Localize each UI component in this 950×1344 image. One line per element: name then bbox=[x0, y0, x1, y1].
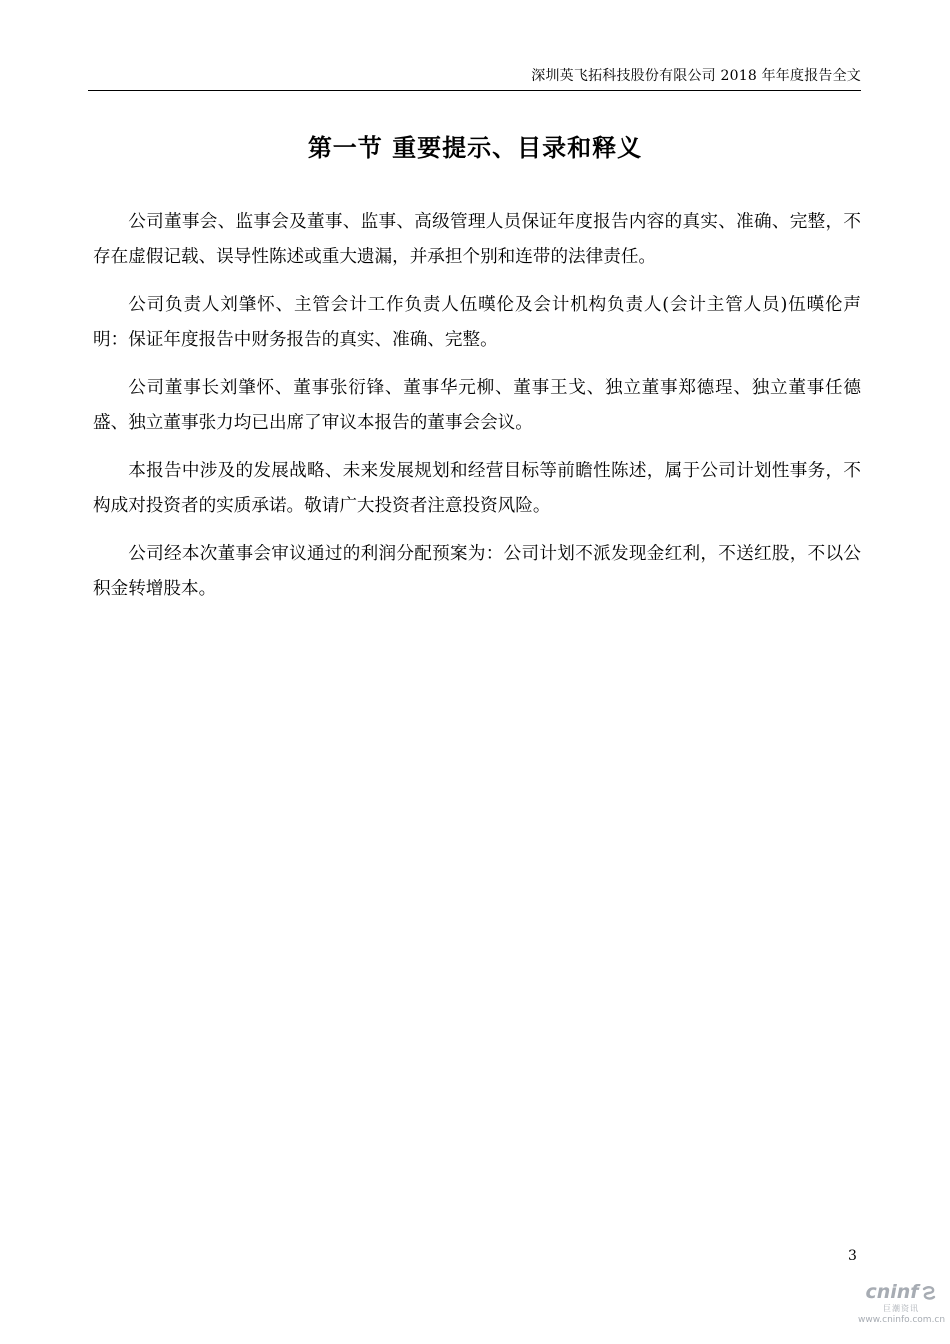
page-header bbox=[88, 64, 861, 91]
paragraph-board-attendance: 公司董事长刘肇怀、董事张衍锋、董事华元柳、董事王戈、独立董事郑德珵、独立董事任德盛、独立董事张力均已出席了审议本报告的董事会会议。 bbox=[93, 378, 861, 433]
paragraph-officer-statement: 公司负责人刘肇怀、主管会计工作负责人伍暵伦及会计机构负责人(会计主管人员)伍暵伦声明：保证年度报告中财务报告的真实、准确、完整。 bbox=[93, 295, 861, 350]
document-body bbox=[93, 205, 861, 620]
cninfo-watermark bbox=[858, 1282, 944, 1334]
paragraph-board-guarantee: 公司董事会、监事会及董事、监事、高级管理人员保证年度报告内容的真实、准确、完整，不存在虚假记载、误导性陈述或重大遗漏，并承担个别和连带的法律责任。 bbox=[93, 212, 861, 267]
page-number: 3 bbox=[848, 1248, 857, 1264]
paragraph-forward-looking: 本报告中涉及的发展战略、未来发展规划和经营目标等前瞻性陈述，属于公司计划性事务，不构成对投资者的实质承诺。敬请广大投资者注意投资风险。 bbox=[93, 461, 861, 516]
cninfo-swirl-icon bbox=[921, 1285, 937, 1301]
watermark-subtitle: 巨潮资讯 bbox=[883, 1304, 919, 1313]
watermark-url: www.cninfo.com.cn bbox=[858, 1315, 946, 1325]
watermark-logo-text: cninf bbox=[865, 1281, 919, 1303]
header-title: 深圳英飞拓科技股份有限公司 2018 年年度报告全文 bbox=[531, 68, 861, 84]
paragraph-profit-distribution: 公司经本次董事会审议通过的利润分配预案为：公司计划不派发现金红利，不送红股，不以公积金转增股本。 bbox=[93, 544, 861, 599]
section-title: 第一节 重要提示、目录和释义 bbox=[307, 133, 643, 162]
watermark-logo bbox=[858, 1282, 944, 1303]
